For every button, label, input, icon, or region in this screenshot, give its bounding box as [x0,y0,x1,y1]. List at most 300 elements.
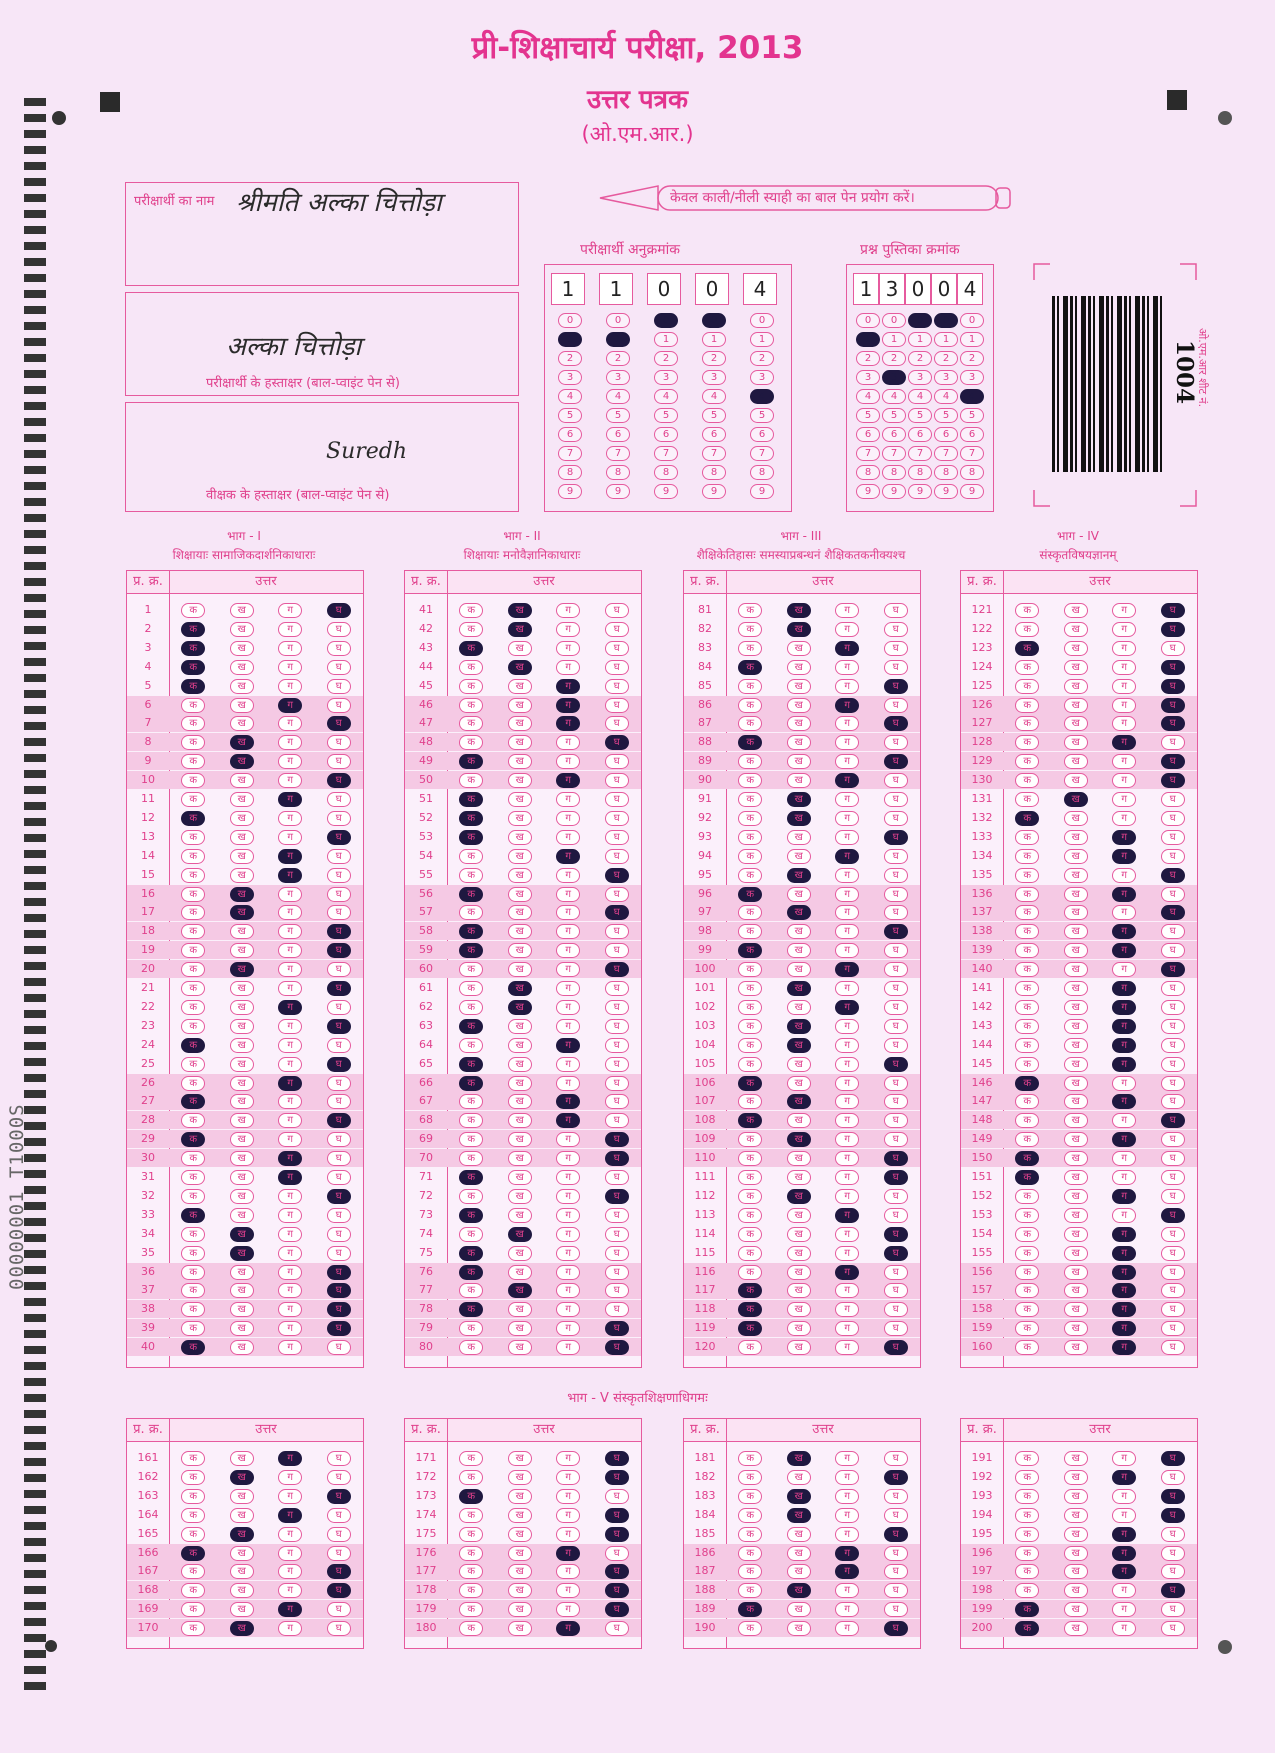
option-bubble[interactable]: ख [230,1527,254,1542]
option-bubble[interactable]: ख [230,1246,254,1261]
option-bubble[interactable]: ख [787,754,811,769]
option-bubble[interactable]: ख [230,622,254,637]
booklet-digit-bubble[interactable]: 9 [882,484,906,499]
option-bubble[interactable]: घ [327,1113,351,1128]
option-bubble[interactable]: क [1015,735,1039,750]
option-bubble[interactable]: क [459,1546,483,1561]
option-bubble[interactable]: घ [884,811,908,826]
booklet-digit-bubble[interactable]: 7 [960,446,984,461]
option-bubble[interactable]: क [459,1564,483,1579]
option-bubble[interactable]: घ [327,641,351,656]
option-bubble[interactable]: क [459,622,483,637]
option-bubble[interactable]: ग [1112,1283,1136,1298]
option-bubble[interactable]: ग [278,1527,302,1542]
option-bubble[interactable]: ग [835,887,859,902]
option-bubble[interactable]: ग [556,924,580,939]
option-bubble[interactable]: घ [1161,679,1185,694]
option-bubble[interactable]: ख [230,603,254,618]
option-bubble[interactable]: ख [787,1546,811,1561]
option-bubble[interactable]: घ [1161,1527,1185,1542]
option-bubble[interactable]: घ [884,868,908,883]
option-bubble[interactable]: ख [230,1057,254,1072]
option-bubble[interactable]: घ [1161,868,1185,883]
option-bubble[interactable]: ख [230,887,254,902]
option-bubble[interactable]: घ [327,1076,351,1091]
option-bubble[interactable]: क [181,1189,205,1204]
option-bubble[interactable]: क [459,1057,483,1072]
option-bubble[interactable]: क [181,924,205,939]
option-bubble[interactable]: ग [556,905,580,920]
option-bubble[interactable]: घ [1161,849,1185,864]
option-bubble[interactable]: ख [230,660,254,675]
option-bubble[interactable]: क [459,1208,483,1223]
option-bubble[interactable]: ग [1112,887,1136,902]
option-bubble[interactable]: घ [1161,1283,1185,1298]
option-bubble[interactable]: क [1015,1170,1039,1185]
option-bubble[interactable]: क [459,1508,483,1523]
roll-digit-bubble[interactable]: 2 [606,351,630,366]
option-bubble[interactable]: घ [1161,1470,1185,1485]
option-bubble[interactable]: क [738,1113,762,1128]
roll-digit-bubble[interactable]: 5 [558,408,582,423]
option-bubble[interactable]: घ [605,1076,629,1091]
option-bubble[interactable]: ख [508,943,532,958]
option-bubble[interactable]: ख [787,735,811,750]
option-bubble[interactable]: ग [1112,962,1136,977]
option-bubble[interactable]: घ [884,622,908,637]
option-bubble[interactable]: क [738,622,762,637]
option-bubble[interactable]: घ [1161,1508,1185,1523]
option-bubble[interactable]: ख [787,660,811,675]
option-bubble[interactable]: घ [884,698,908,713]
option-bubble[interactable]: घ [605,905,629,920]
option-bubble[interactable]: घ [327,1227,351,1242]
option-bubble[interactable]: ग [278,1321,302,1336]
option-bubble[interactable]: ग [278,905,302,920]
option-bubble[interactable]: ख [787,1227,811,1242]
option-bubble[interactable]: ख [1064,1621,1088,1636]
roll-digit-bubble[interactable]: 0 [654,313,678,328]
option-bubble[interactable]: क [459,1170,483,1185]
option-bubble[interactable]: क [738,1170,762,1185]
option-bubble[interactable]: क [1015,679,1039,694]
roll-digit-bubble[interactable]: 3 [558,370,582,385]
booklet-digit-bubble[interactable]: 4 [882,389,906,404]
option-bubble[interactable]: घ [327,603,351,618]
option-bubble[interactable]: घ [884,1546,908,1561]
option-bubble[interactable]: घ [1161,773,1185,788]
option-bubble[interactable]: ग [1112,660,1136,675]
option-bubble[interactable]: क [181,1451,205,1466]
option-bubble[interactable]: क [459,641,483,656]
option-bubble[interactable]: घ [1161,754,1185,769]
option-bubble[interactable]: ग [835,1340,859,1355]
booklet-digit-bubble[interactable]: 5 [908,408,932,423]
option-bubble[interactable]: ग [835,1094,859,1109]
option-bubble[interactable]: ग [556,679,580,694]
option-bubble[interactable]: ख [230,773,254,788]
option-bubble[interactable]: घ [327,773,351,788]
option-bubble[interactable]: ग [556,603,580,618]
option-bubble[interactable]: घ [1161,1019,1185,1034]
option-bubble[interactable]: क [459,887,483,902]
option-bubble[interactable]: घ [884,1451,908,1466]
option-bubble[interactable]: ग [1112,716,1136,731]
option-bubble[interactable]: घ [884,1340,908,1355]
option-bubble[interactable]: घ [327,716,351,731]
option-bubble[interactable]: ग [1112,981,1136,996]
option-bubble[interactable]: ग [556,943,580,958]
option-bubble[interactable]: क [459,1113,483,1128]
option-bubble[interactable]: क [181,622,205,637]
option-bubble[interactable]: ख [508,1283,532,1298]
booklet-digit-bubble[interactable]: 0 [960,313,984,328]
option-bubble[interactable]: क [181,1340,205,1355]
option-bubble[interactable]: क [181,1057,205,1072]
option-bubble[interactable]: ग [1112,1621,1136,1636]
option-bubble[interactable]: ख [230,641,254,656]
option-bubble[interactable]: घ [1161,1189,1185,1204]
option-bubble[interactable]: ख [508,1546,532,1561]
option-bubble[interactable]: क [181,962,205,977]
option-bubble[interactable]: घ [605,1283,629,1298]
option-bubble[interactable]: घ [605,1470,629,1485]
option-bubble[interactable]: घ [605,792,629,807]
option-bubble[interactable]: घ [1161,1170,1185,1185]
option-bubble[interactable]: ग [1112,1170,1136,1185]
option-bubble[interactable]: ख [787,1170,811,1185]
option-bubble[interactable]: ग [1112,1094,1136,1109]
option-bubble[interactable]: ख [1064,1583,1088,1598]
option-bubble[interactable]: ग [278,698,302,713]
option-bubble[interactable]: घ [884,679,908,694]
option-bubble[interactable]: ख [787,1564,811,1579]
option-bubble[interactable]: ग [278,1094,302,1109]
option-bubble[interactable]: घ [327,1470,351,1485]
option-bubble[interactable]: ग [835,660,859,675]
option-bubble[interactable]: क [738,905,762,920]
option-bubble[interactable]: घ [884,1508,908,1523]
option-bubble[interactable]: ग [835,962,859,977]
option-bubble[interactable]: क [181,1564,205,1579]
booklet-digit-bubble[interactable]: 3 [934,370,958,385]
option-bubble[interactable]: क [1015,622,1039,637]
option-bubble[interactable]: ख [787,1038,811,1053]
option-bubble[interactable]: घ [327,698,351,713]
option-bubble[interactable]: ग [1112,830,1136,845]
option-bubble[interactable]: ग [278,943,302,958]
option-bubble[interactable]: क [1015,641,1039,656]
roll-digit-bubble[interactable]: 5 [702,408,726,423]
option-bubble[interactable]: ख [1064,868,1088,883]
option-bubble[interactable]: ग [556,1302,580,1317]
option-bubble[interactable]: ग [278,1132,302,1147]
option-bubble[interactable]: क [738,1094,762,1109]
option-bubble[interactable]: घ [605,1227,629,1242]
booklet-digit-bubble[interactable]: 0 [908,313,932,328]
option-bubble[interactable]: ग [1112,849,1136,864]
option-bubble[interactable]: घ [605,735,629,750]
roll-digit-bubble[interactable]: 7 [654,446,678,461]
option-bubble[interactable]: ख [508,1246,532,1261]
option-bubble[interactable]: ख [230,1621,254,1636]
option-bubble[interactable]: ख [508,981,532,996]
option-bubble[interactable]: क [738,1508,762,1523]
option-bubble[interactable]: घ [884,1019,908,1034]
option-bubble[interactable]: क [181,1302,205,1317]
option-bubble[interactable]: ख [508,754,532,769]
option-bubble[interactable]: ख [787,1621,811,1636]
option-bubble[interactable]: घ [605,811,629,826]
option-bubble[interactable]: ख [1064,887,1088,902]
option-bubble[interactable]: ग [835,1151,859,1166]
option-bubble[interactable]: ग [556,754,580,769]
option-bubble[interactable]: घ [327,1489,351,1504]
option-bubble[interactable]: ख [1064,962,1088,977]
option-bubble[interactable]: क [1015,1489,1039,1504]
option-bubble[interactable]: क [181,716,205,731]
option-bubble[interactable]: घ [1161,1489,1185,1504]
option-bubble[interactable]: क [738,773,762,788]
option-bubble[interactable]: ग [835,1321,859,1336]
option-bubble[interactable]: ग [278,735,302,750]
option-bubble[interactable]: ख [1064,1489,1088,1504]
roll-digit-bubble[interactable]: 3 [702,370,726,385]
option-bubble[interactable]: क [181,1602,205,1617]
option-bubble[interactable]: क [1015,1470,1039,1485]
roll-digit-bubble[interactable]: 2 [558,351,582,366]
option-bubble[interactable]: ग [835,641,859,656]
booklet-digit-bubble[interactable]: 4 [856,389,880,404]
option-bubble[interactable]: ग [835,1038,859,1053]
option-bubble[interactable]: ख [230,868,254,883]
option-bubble[interactable]: ग [835,773,859,788]
option-bubble[interactable]: ख [1064,1076,1088,1091]
option-bubble[interactable]: ख [1064,679,1088,694]
option-bubble[interactable]: ग [278,1189,302,1204]
option-bubble[interactable]: ग [835,1451,859,1466]
option-bubble[interactable]: ग [278,1564,302,1579]
option-bubble[interactable]: ख [1064,981,1088,996]
option-bubble[interactable]: ख [1064,830,1088,845]
option-bubble[interactable]: घ [884,1038,908,1053]
option-bubble[interactable]: क [1015,792,1039,807]
booklet-digit-bubble[interactable]: 3 [856,370,880,385]
option-bubble[interactable]: ख [1064,1057,1088,1072]
option-bubble[interactable]: घ [605,1527,629,1542]
option-bubble[interactable]: ग [278,1000,302,1015]
option-bubble[interactable]: ख [1064,1227,1088,1242]
option-bubble[interactable]: ख [787,1094,811,1109]
option-bubble[interactable]: ख [508,792,532,807]
option-bubble[interactable]: घ [605,1340,629,1355]
option-bubble[interactable]: ख [1064,603,1088,618]
roll-digit-bubble[interactable]: 4 [750,389,774,404]
booklet-digit-bubble[interactable]: 9 [934,484,958,499]
booklet-digit-bubble[interactable]: 1 [856,332,880,347]
option-bubble[interactable]: ख [787,1583,811,1598]
option-bubble[interactable]: ग [1112,773,1136,788]
option-bubble[interactable]: क [181,1038,205,1053]
option-bubble[interactable]: ख [1064,811,1088,826]
option-bubble[interactable]: ग [556,660,580,675]
booklet-digit-bubble[interactable]: 0 [856,313,880,328]
option-bubble[interactable]: ख [508,1621,532,1636]
option-bubble[interactable]: घ [884,1283,908,1298]
option-bubble[interactable]: ख [508,1019,532,1034]
booklet-digit-bubble[interactable]: 1 [960,332,984,347]
option-bubble[interactable]: ख [1064,1019,1088,1034]
option-bubble[interactable]: ग [278,1602,302,1617]
option-bubble[interactable]: ख [787,1246,811,1261]
option-bubble[interactable]: घ [327,830,351,845]
option-bubble[interactable]: घ [327,1621,351,1636]
booklet-digit-bubble[interactable]: 0 [882,313,906,328]
option-bubble[interactable]: ग [278,1470,302,1485]
option-bubble[interactable]: ग [556,792,580,807]
option-bubble[interactable]: ख [1064,1602,1088,1617]
option-bubble[interactable]: घ [1161,792,1185,807]
option-bubble[interactable]: ख [230,1546,254,1561]
option-bubble[interactable]: क [459,1132,483,1147]
option-bubble[interactable]: ख [787,1489,811,1504]
option-bubble[interactable]: घ [327,1546,351,1561]
option-bubble[interactable]: घ [884,830,908,845]
option-bubble[interactable]: ग [278,679,302,694]
option-bubble[interactable]: क [459,716,483,731]
option-bubble[interactable]: क [1015,1546,1039,1561]
option-bubble[interactable]: क [459,1451,483,1466]
option-bubble[interactable]: ख [230,735,254,750]
booklet-digit-bubble[interactable]: 8 [856,465,880,480]
option-bubble[interactable]: घ [1161,1094,1185,1109]
option-bubble[interactable]: ग [1112,603,1136,618]
option-bubble[interactable]: घ [1161,641,1185,656]
option-bubble[interactable]: घ [327,1302,351,1317]
option-bubble[interactable]: घ [884,981,908,996]
option-bubble[interactable]: क [738,981,762,996]
option-bubble[interactable]: घ [327,943,351,958]
option-bubble[interactable]: ग [1112,868,1136,883]
option-bubble[interactable]: घ [884,660,908,675]
option-bubble[interactable]: क [738,1151,762,1166]
option-bubble[interactable]: घ [605,1057,629,1072]
option-bubble[interactable]: ग [835,735,859,750]
option-bubble[interactable]: ग [278,830,302,845]
option-bubble[interactable]: ग [278,924,302,939]
option-bubble[interactable]: ग [556,1470,580,1485]
option-bubble[interactable]: ग [835,1227,859,1242]
option-bubble[interactable]: ख [508,660,532,675]
option-bubble[interactable]: घ [605,1113,629,1128]
option-bubble[interactable]: ख [1064,1546,1088,1561]
option-bubble[interactable]: क [738,830,762,845]
option-bubble[interactable]: ख [230,1340,254,1355]
option-bubble[interactable]: घ [884,1470,908,1485]
option-bubble[interactable]: ख [230,1583,254,1598]
option-bubble[interactable]: घ [884,1302,908,1317]
option-bubble[interactable]: ख [230,1019,254,1034]
option-bubble[interactable]: क [181,735,205,750]
option-bubble[interactable]: क [738,1000,762,1015]
option-bubble[interactable]: क [459,1321,483,1336]
option-bubble[interactable]: ख [787,1076,811,1091]
option-bubble[interactable]: क [1015,1602,1039,1617]
option-bubble[interactable]: ख [230,1151,254,1166]
roll-digit-bubble[interactable]: 8 [750,465,774,480]
option-bubble[interactable]: ग [278,1302,302,1317]
option-bubble[interactable]: ख [787,773,811,788]
option-bubble[interactable]: घ [605,698,629,713]
option-bubble[interactable]: ग [1112,1489,1136,1504]
option-bubble[interactable]: ख [508,641,532,656]
option-bubble[interactable]: क [738,1302,762,1317]
option-bubble[interactable]: क [459,1151,483,1166]
option-bubble[interactable]: ख [508,1132,532,1147]
option-bubble[interactable]: ख [230,1038,254,1053]
option-bubble[interactable]: क [1015,1057,1039,1072]
option-bubble[interactable]: घ [1161,1132,1185,1147]
option-bubble[interactable]: ग [556,1113,580,1128]
option-bubble[interactable]: ख [230,1451,254,1466]
option-bubble[interactable]: घ [327,868,351,883]
option-bubble[interactable]: घ [327,1564,351,1579]
option-bubble[interactable]: क [459,943,483,958]
option-bubble[interactable]: ग [278,1113,302,1128]
roll-digit-bubble[interactable]: 9 [606,484,630,499]
option-bubble[interactable]: घ [605,1602,629,1617]
option-bubble[interactable]: घ [1161,1602,1185,1617]
option-bubble[interactable]: ग [835,1246,859,1261]
option-bubble[interactable]: ख [230,1170,254,1185]
option-bubble[interactable]: ग [556,641,580,656]
option-bubble[interactable]: क [738,1470,762,1485]
option-bubble[interactable]: क [1015,1227,1039,1242]
roll-digit-bubble[interactable]: 3 [606,370,630,385]
option-bubble[interactable]: क [738,1132,762,1147]
option-bubble[interactable]: ग [835,1000,859,1015]
roll-digit-bubble[interactable]: 8 [606,465,630,480]
option-bubble[interactable]: क [738,924,762,939]
option-bubble[interactable]: क [181,830,205,845]
option-bubble[interactable]: घ [605,1000,629,1015]
option-bubble[interactable]: ख [1064,716,1088,731]
option-bubble[interactable]: ख [230,1000,254,1015]
booklet-digit-bubble[interactable]: 5 [882,408,906,423]
option-bubble[interactable]: क [181,1019,205,1034]
option-bubble[interactable]: ख [1064,1283,1088,1298]
option-bubble[interactable]: ख [508,905,532,920]
booklet-digit-bubble[interactable]: 5 [934,408,958,423]
booklet-digit-bubble[interactable]: 8 [908,465,932,480]
option-bubble[interactable]: ग [278,1508,302,1523]
option-bubble[interactable]: क [738,1227,762,1242]
booklet-digit-bubble[interactable]: 6 [856,427,880,442]
option-bubble[interactable]: ख [230,1470,254,1485]
option-bubble[interactable]: ख [1064,773,1088,788]
option-bubble[interactable]: ग [278,1340,302,1355]
option-bubble[interactable]: घ [1161,1227,1185,1242]
roll-digit-bubble[interactable]: 0 [558,313,582,328]
option-bubble[interactable]: क [1015,1038,1039,1053]
booklet-digit-bubble[interactable]: 7 [882,446,906,461]
option-bubble[interactable]: ख [1064,943,1088,958]
option-bubble[interactable]: ग [278,1283,302,1298]
option-bubble[interactable]: ग [556,1132,580,1147]
option-bubble[interactable]: क [181,1151,205,1166]
option-bubble[interactable]: घ [605,1132,629,1147]
option-bubble[interactable]: ग [835,905,859,920]
